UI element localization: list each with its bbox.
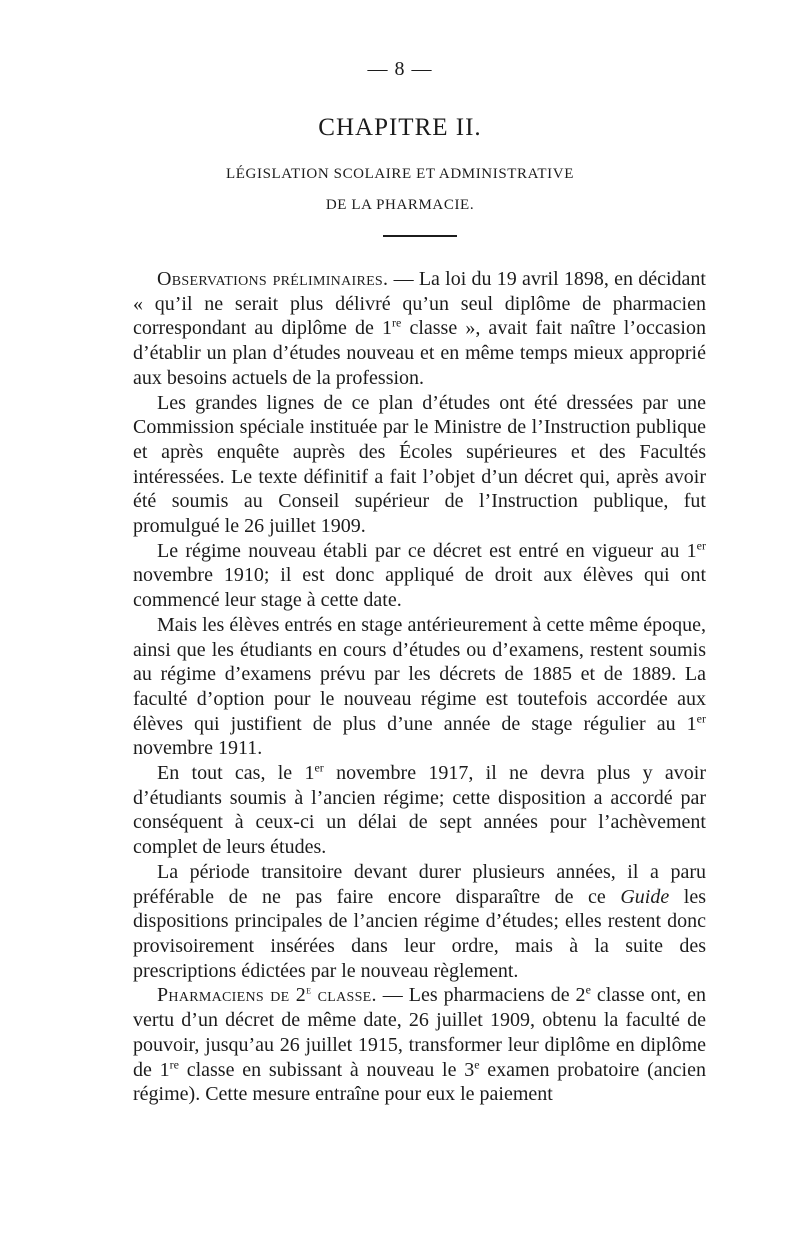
title-divider [383, 235, 457, 237]
section-lead-observations: Observations préliminaires. [157, 268, 389, 290]
body-text [133, 267, 706, 1107]
page-number: — 8 — [367, 58, 433, 80]
paragraph-pharmaciens: Pharmaciens de 2e classe. — Les pharmaciens de 2e classe ont, en vertu d’un décret de même date, 26 juillet 1909, obtenu la faculté de pouvoir, jusqu’au 26 juillet 1915, transformer leur diplôme en diplôme de 1re classe en subissant à nouveau le 3e examen probatoire (ancien régime). Cette mesure entraîne pour eux le paiement [133, 982, 707, 1106]
chapter-title: CHAPITRE II. [318, 114, 482, 141]
section-lead-pharmaciens: Pharmaciens de 2e classe. [157, 982, 377, 1007]
paragraph: Les grandes lignes de ce plan d’études ont été dressées par une Commission spéciale instituée par le Ministre de l’Instruction publique et après enquête auprès des Écoles supérieures et des Facultés intéressées. Le texte définitif a fait l’objet d’un décret qui, après avoir été soumis au Conseil supérieur de l’Instruction publique, fut promulgué le 26 juillet 1909. [133, 391, 706, 538]
chapter-subtitle-line2: DE LA PHARMACIE. [325, 197, 475, 213]
paragraph: La période transitoire devant durer plusieurs années, il a paru préférable de ne pas faire encore disparaître de ce Guide les dispositions principales de l’ancien régime d’études; elles restent donc provisoirement insérées dans leur ordre, mais à la suite des prescriptions édictées par le nouveau règlement. [133, 860, 706, 982]
paragraph: Mais les élèves entrés en stage antérieurement à cette même époque, ainsi que les étudiants en cours d’études ou d’examens, restent soumis au régime d’examens prévu par les décrets de 1885 et de 1889. La faculté d’option pour le nouveau régime est toutefois accordée aux élèves qui justifient de plus d’une année de stage régulier au 1er novembre 1911. [133, 613, 706, 760]
paragraph: Le régime nouveau établi par ce décret est entré en vigueur au 1er novembre 1910; il est donc appliqué de droit aux élèves qui ont commencé leur stage à cette date. [133, 538, 706, 612]
italic-guide: Guide [620, 885, 670, 908]
chapter-subtitle-line1: LÉGISLATION SCOLAIRE ET ADMINISTRATIVE [226, 166, 574, 182]
paragraph: En tout cas, le 1er novembre 1917, il ne devra plus y avoir d’étudiants soumis à l’ancien régime; cette disposition a accordé par conséquent à ceux-ci un délai de sept années pour l’achèvement complet de leurs études. [133, 760, 706, 859]
paragraph-observations: Observations préliminaires. — La loi du 19 avril 1898, en décidant « qu’il ne serait plus délivré qu’un seul diplôme de pharmacien correspondant au diplôme de 1re classe », avait fait naître l’occasion d’établir un plan d’études nouveau et en même temps mieux approprié aux besoins actuels de la profession. [133, 268, 706, 389]
